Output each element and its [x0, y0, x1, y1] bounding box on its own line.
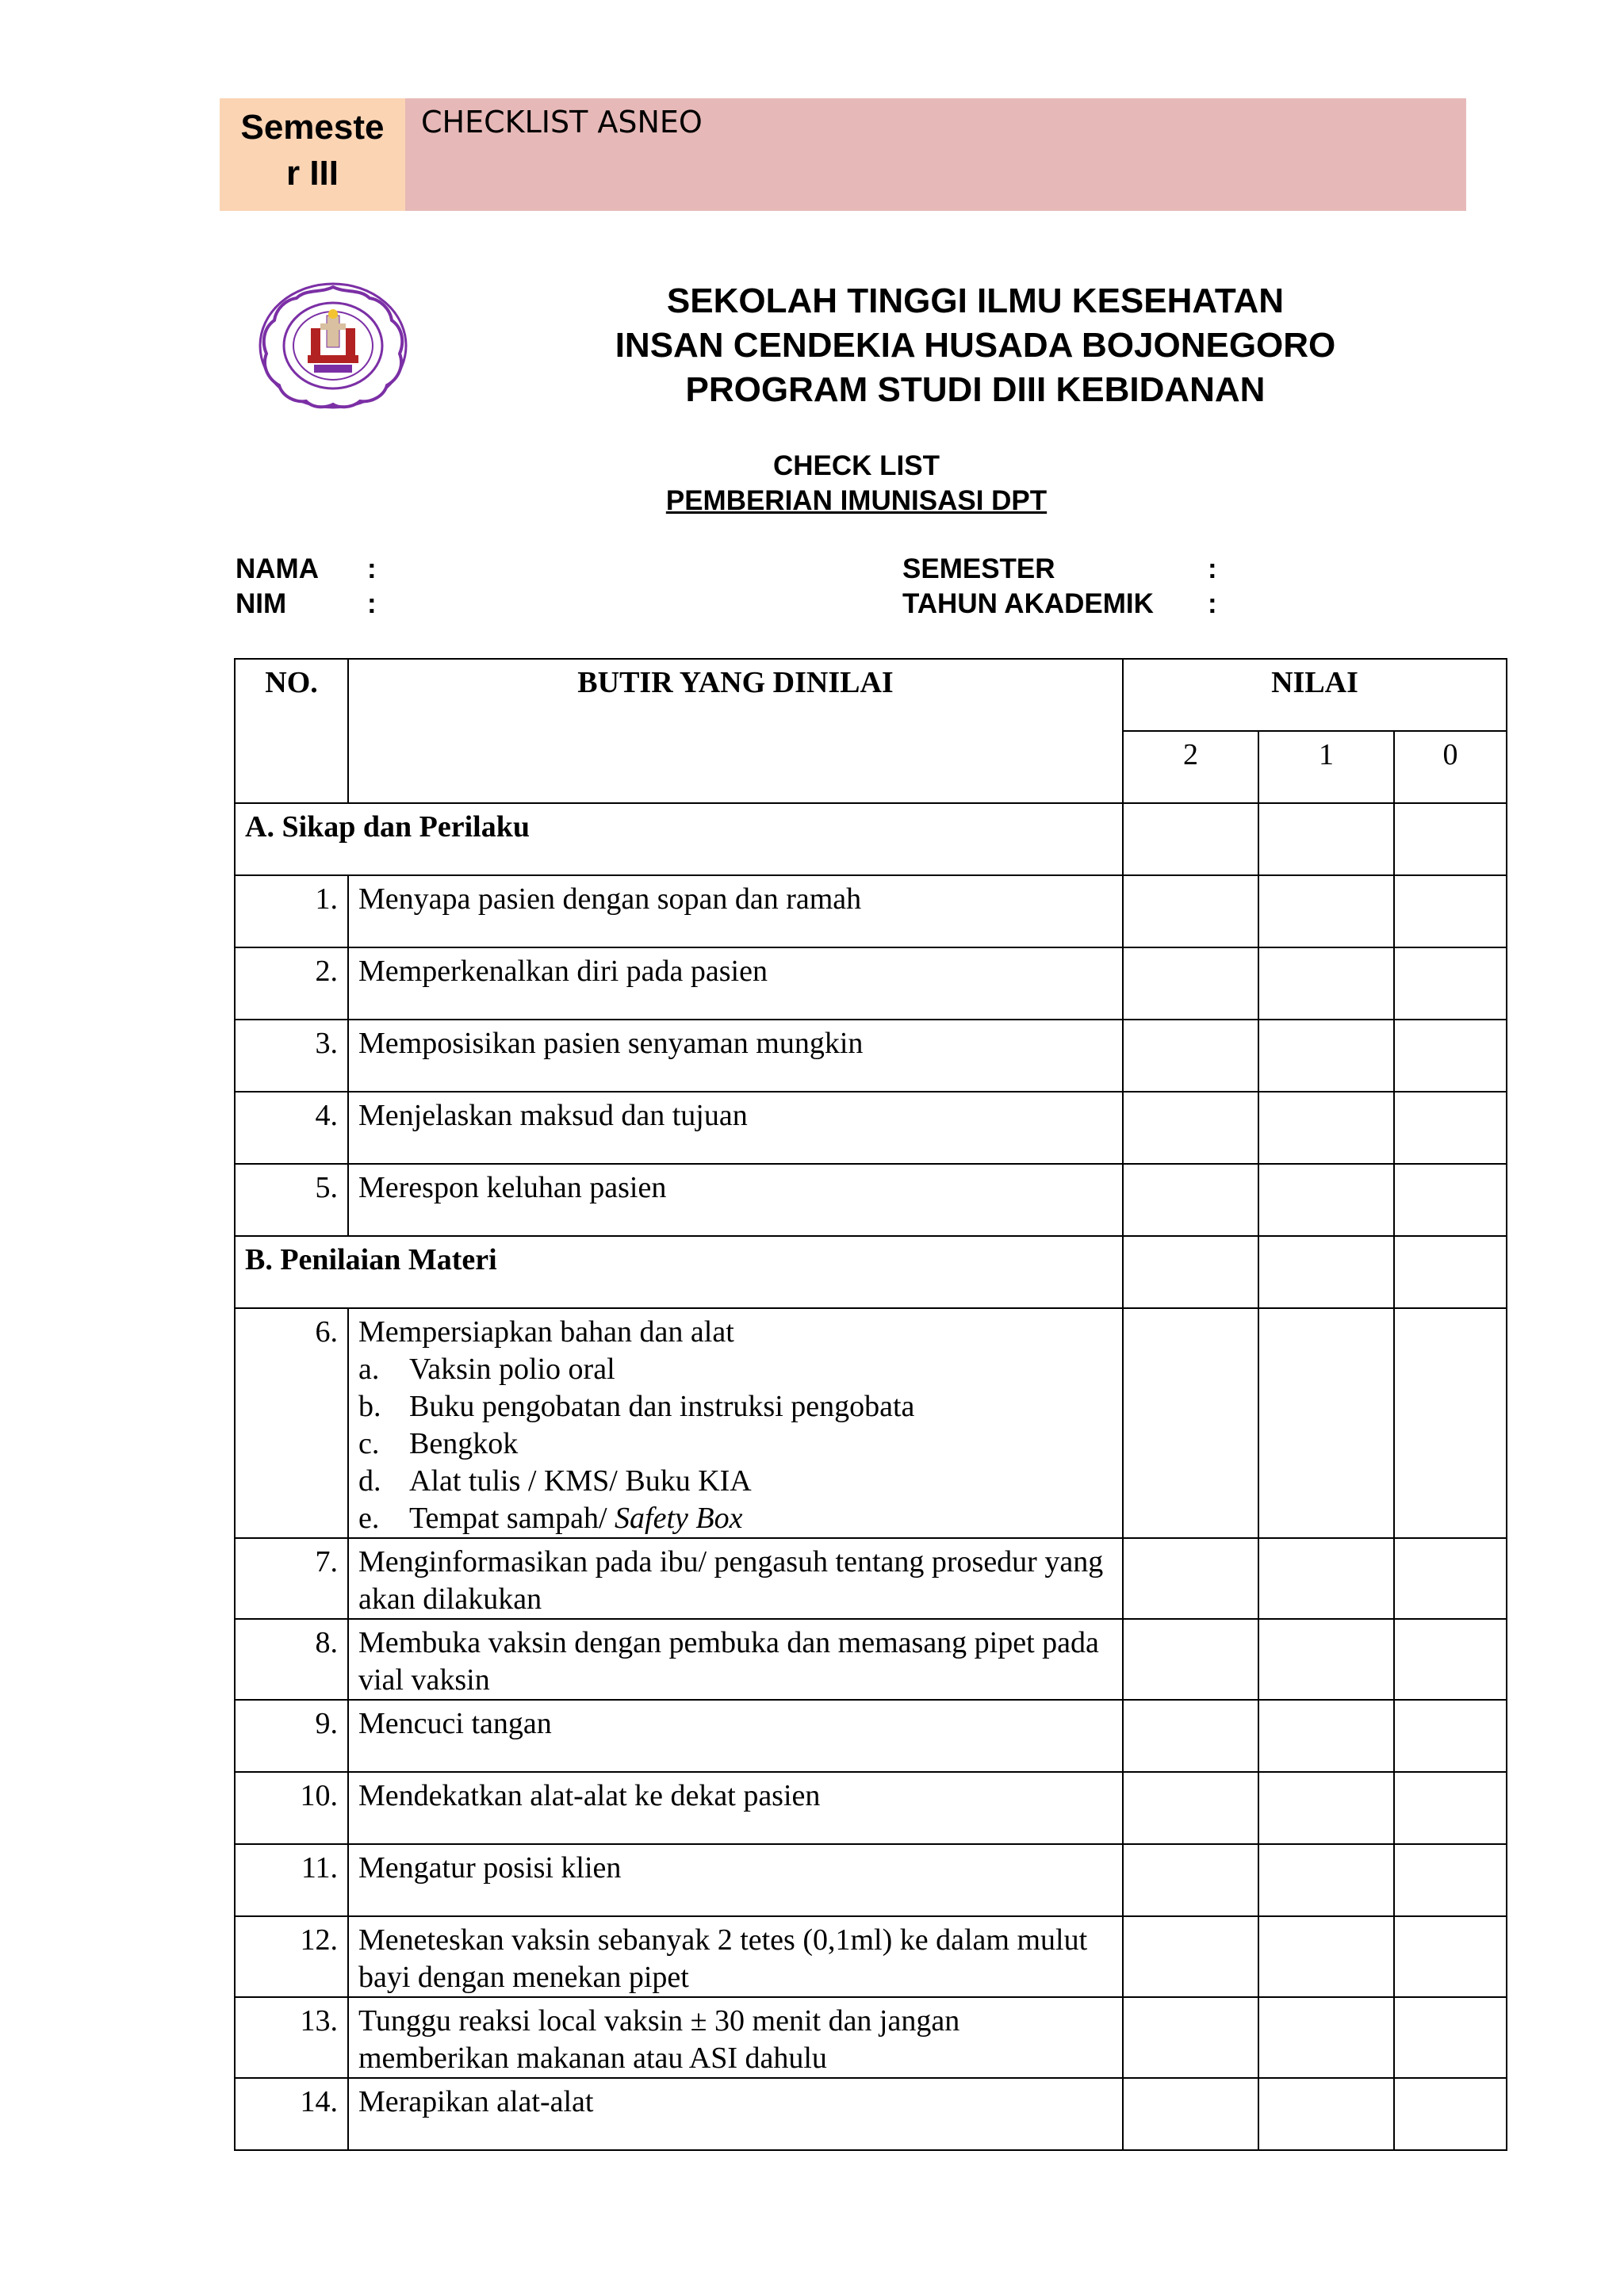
- score-cell[interactable]: [1258, 1538, 1394, 1619]
- score-cell[interactable]: [1394, 1844, 1507, 1916]
- checklist-title: CHECK LIST: [773, 450, 940, 481]
- band-title: CHECKLIST ASNEO: [405, 98, 1466, 211]
- nim-colon: :: [367, 588, 377, 619]
- score-cell[interactable]: [1394, 1538, 1507, 1619]
- table-row: [235, 1916, 1507, 1997]
- row-number: 2.: [235, 947, 348, 1020]
- score-0: 0: [1394, 731, 1507, 803]
- score-cell[interactable]: [1258, 1236, 1394, 1308]
- score-cell[interactable]: [1258, 1844, 1394, 1916]
- score-cell[interactable]: [1123, 1772, 1258, 1844]
- checklist-table: [234, 658, 1507, 2151]
- row-number: 3.: [235, 1020, 348, 1092]
- list-letter: e.: [358, 1502, 380, 1535]
- row-text: Meneteskan vaksin sebanyak 2 tetes (0,1ml) ke dalam mulut bayi dengan menekan pipet: [348, 1916, 1123, 1997]
- table-row: [235, 1844, 1507, 1916]
- list-letter: b.: [358, 1390, 381, 1423]
- score-cell[interactable]: [1258, 947, 1394, 1020]
- nama-colon: :: [367, 553, 377, 584]
- score-cell[interactable]: [1394, 875, 1507, 947]
- score-cell[interactable]: [1258, 803, 1394, 875]
- semester-label-line1: Semeste: [240, 108, 385, 147]
- score-cell[interactable]: [1258, 2078, 1394, 2150]
- list-letter: a.: [358, 1353, 380, 1386]
- list-text: Vaksin polio oral: [409, 1353, 615, 1386]
- institution-heading: [508, 279, 1443, 412]
- score-cell[interactable]: [1394, 803, 1507, 875]
- row-number: 9.: [235, 1700, 348, 1772]
- row-number: 7.: [235, 1538, 348, 1619]
- table-row: [235, 2078, 1507, 2150]
- score-cell[interactable]: [1258, 1619, 1394, 1700]
- score-cell[interactable]: [1123, 875, 1258, 947]
- score-cell[interactable]: [1394, 947, 1507, 1020]
- section-row: [235, 1236, 1507, 1308]
- row-text: Mencuci tangan: [348, 1700, 1123, 1772]
- row-number: 1.: [235, 875, 348, 947]
- row-text: Menginformasikan pada ibu/ pengasuh tentang prosedur yang akan dilakukan: [348, 1538, 1123, 1619]
- tahun-colon: :: [1208, 588, 1217, 619]
- score-cell[interactable]: [1258, 1020, 1394, 1092]
- score-cell[interactable]: [1123, 2078, 1258, 2150]
- row-number: 13.: [235, 1997, 348, 2078]
- table-row: [235, 1308, 1507, 1538]
- score-cell[interactable]: [1258, 1092, 1394, 1164]
- section-b-title: B. Penilaian Materi: [235, 1236, 1123, 1308]
- header-band: [220, 98, 1466, 211]
- table-header-row: [235, 659, 1507, 731]
- row-number: 11.: [235, 1844, 348, 1916]
- header-no: NO.: [235, 659, 348, 803]
- score-cell[interactable]: [1394, 1020, 1507, 1092]
- score-cell[interactable]: [1123, 1308, 1258, 1538]
- row-text: Mempersiapkan bahan dan alat: [358, 1315, 734, 1349]
- score-cell[interactable]: [1258, 875, 1394, 947]
- header-score: NILAI: [1123, 659, 1507, 731]
- score-cell[interactable]: [1123, 1844, 1258, 1916]
- row-text: Memposisikan pasien senyaman mungkin: [348, 1020, 1123, 1092]
- header-item: BUTIR YANG DINILAI: [348, 659, 1123, 803]
- nama-label: NAMA: [236, 553, 319, 584]
- score-cell[interactable]: [1394, 1997, 1507, 2078]
- checklist-subtitle: PEMBERIAN IMUNISASI DPT: [665, 485, 1048, 516]
- list-item: [358, 1388, 1113, 1425]
- score-cell[interactable]: [1123, 1164, 1258, 1236]
- row-number: 8.: [235, 1619, 348, 1700]
- checklist-heading: [619, 449, 1094, 519]
- list-item: [358, 1463, 1113, 1500]
- list-item: [358, 1351, 1113, 1388]
- row-text-with-list: [348, 1308, 1123, 1538]
- table-row: [235, 1997, 1507, 2078]
- table-row: [235, 947, 1507, 1020]
- score-cell[interactable]: [1258, 1916, 1394, 1997]
- tahun-akademik-label: TAHUN AKADEMIK: [902, 588, 1154, 619]
- score-cell[interactable]: [1123, 1020, 1258, 1092]
- score-cell[interactable]: [1394, 1308, 1507, 1538]
- row-text: Merespon keluhan pasien: [348, 1164, 1123, 1236]
- score-2: 2: [1123, 731, 1258, 803]
- row-number: 12.: [235, 1916, 348, 1997]
- score-1: 1: [1258, 731, 1394, 803]
- score-cell[interactable]: [1258, 1700, 1394, 1772]
- row-text: Menyapa pasien dengan sopan dan ramah: [348, 875, 1123, 947]
- list-text-italic: Safety Box: [615, 1502, 743, 1535]
- row-text: Mendekatkan alat-alat ke dekat pasien: [348, 1772, 1123, 1844]
- list-text: Alat tulis / KMS/ Buku KIA: [409, 1464, 752, 1498]
- row-number: 4.: [235, 1092, 348, 1164]
- row-text: Tunggu reaksi local vaksin ± 30 menit dan jangan memberikan makanan atau ASI dahulu: [348, 1997, 1123, 2078]
- score-cell[interactable]: [1123, 1538, 1258, 1619]
- list-letter: c.: [358, 1427, 380, 1460]
- score-cell[interactable]: [1394, 1092, 1507, 1164]
- list-text: Buku pengobatan dan instruksi pengobata: [409, 1390, 915, 1423]
- score-cell[interactable]: [1394, 1772, 1507, 1844]
- table-row: [235, 1619, 1507, 1700]
- score-cell[interactable]: [1123, 1092, 1258, 1164]
- section-row: [235, 803, 1507, 875]
- row-text: Memperkenalkan diri pada pasien: [348, 947, 1123, 1020]
- table-row: [235, 875, 1507, 947]
- table-row: [235, 1092, 1507, 1164]
- list-item: [358, 1500, 1113, 1537]
- score-cell[interactable]: [1394, 2078, 1507, 2150]
- table-row: [235, 1538, 1507, 1619]
- score-cell[interactable]: [1394, 1619, 1507, 1700]
- score-cell[interactable]: [1123, 803, 1258, 875]
- score-cell[interactable]: [1123, 1997, 1258, 2078]
- score-cell[interactable]: [1258, 1308, 1394, 1538]
- score-cell[interactable]: [1394, 1916, 1507, 1997]
- score-cell[interactable]: [1258, 1997, 1394, 2078]
- score-cell[interactable]: [1394, 1236, 1507, 1308]
- score-cell[interactable]: [1394, 1700, 1507, 1772]
- score-cell[interactable]: [1123, 1619, 1258, 1700]
- section-a-title: A. Sikap dan Perilaku: [235, 803, 1123, 875]
- semester-label-line2: r III: [285, 154, 339, 193]
- row-text: Merapikan alat-alat: [348, 2078, 1123, 2150]
- row-text: Mengatur posisi klien: [348, 1844, 1123, 1916]
- table-row: [235, 1164, 1507, 1236]
- score-cell[interactable]: [1123, 1700, 1258, 1772]
- score-cell[interactable]: [1123, 947, 1258, 1020]
- row-number: 10.: [235, 1772, 348, 1844]
- score-cell[interactable]: [1123, 1916, 1258, 1997]
- list-text: Bengkok: [409, 1427, 519, 1460]
- score-cell[interactable]: [1258, 1164, 1394, 1236]
- list-letter: d.: [358, 1464, 381, 1498]
- score-cell[interactable]: [1394, 1164, 1507, 1236]
- score-cell[interactable]: [1123, 1236, 1258, 1308]
- semester-colon: :: [1208, 553, 1217, 584]
- list-text: Tempat sampah/: [409, 1502, 615, 1535]
- list-item: [358, 1425, 1113, 1463]
- table-row: [235, 1020, 1507, 1092]
- institution-logo-icon: [259, 282, 408, 409]
- row-number: 14.: [235, 2078, 348, 2150]
- semester-cell: [220, 98, 405, 211]
- row-text: Membuka vaksin dengan pembuka dan memasang pipet pada vial vaksin: [348, 1619, 1123, 1700]
- table-row: [235, 1772, 1507, 1844]
- row-text: Menjelaskan maksud dan tujuan: [348, 1092, 1123, 1164]
- institution-line-1: SEKOLAH TINGGI ILMU KESEHATAN: [666, 281, 1285, 320]
- institution-line-2: INSAN CENDEKIA HUSADA BOJONEGORO: [615, 326, 1336, 365]
- institution-line-3: PROGRAM STUDI DIII KEBIDANAN: [685, 370, 1266, 409]
- table-row: [235, 1700, 1507, 1772]
- semester-field-label: SEMESTER: [902, 553, 1055, 584]
- score-cell[interactable]: [1258, 1772, 1394, 1844]
- nim-label: NIM: [236, 588, 287, 619]
- row-number: 5.: [235, 1164, 348, 1236]
- row-number: 6.: [235, 1308, 348, 1538]
